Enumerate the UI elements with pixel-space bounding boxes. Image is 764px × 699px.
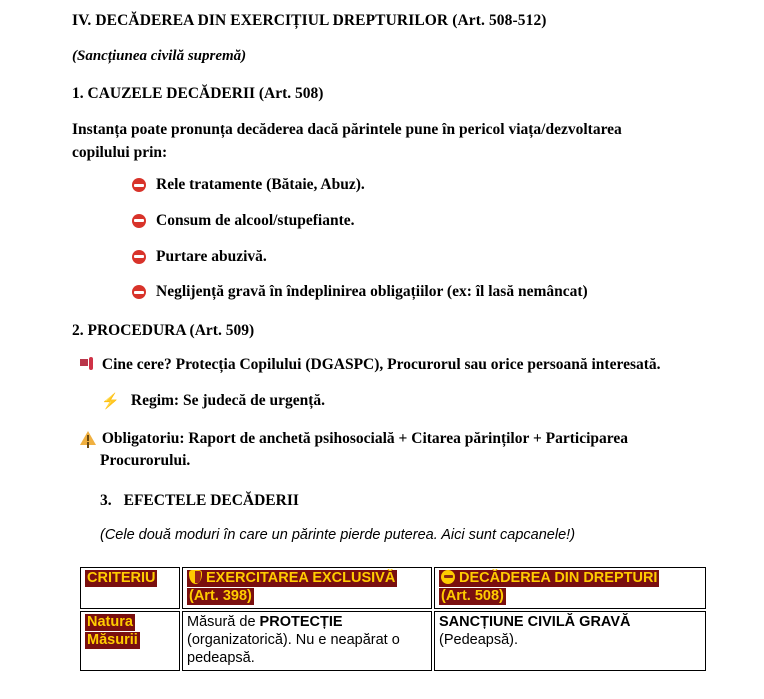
flag-icon — [80, 357, 95, 371]
cell-text-suffix: (Pedeapsă). — [439, 631, 518, 648]
shield-icon — [189, 570, 202, 584]
criterion-label: CRITERIU — [87, 569, 156, 586]
header-cell-criterion — [80, 567, 180, 609]
header-cell-decadere — [434, 567, 706, 609]
section-1-heading: 1. CAUZELE DECĂDERII (Art. 508) — [72, 85, 324, 103]
row-label-cell — [80, 611, 180, 671]
no-entry-icon — [441, 570, 455, 584]
page-subtitle: (Sancțiunea civilă supremă) — [72, 48, 247, 65]
warning-icon — [80, 431, 96, 445]
comparison-table — [78, 565, 708, 673]
no-entry-icon — [132, 285, 146, 299]
row-cell-decadere — [434, 611, 706, 671]
section-3-note: (Cele două moduri în care un părinte pierde puterea. Aici sunt capcanele!) — [100, 526, 576, 543]
list-item — [132, 212, 704, 231]
list-item-label: Consum de alcool/stupefiante. — [156, 211, 355, 229]
procedure-item-who — [72, 354, 700, 376]
header-title-exclusive-wrap — [187, 570, 397, 587]
cell-text-strong: PROTECȚIE — [259, 614, 343, 631]
page-title: IV. DECĂDEREA DIN EXERCIȚIUL DREPTURILOR (Art. 508-512) — [72, 12, 547, 29]
procedure-item-label: Regim: Se judecă de urgență. — [130, 392, 326, 410]
row-label-line1: Natura — [87, 614, 133, 631]
list-item-label: Neglijență gravă în îndeplinirea obligațiilor (ex: îl lasă nemâncat) — [156, 283, 588, 301]
row-label-line2: Măsurii — [87, 631, 138, 648]
row-cell-exclusive — [182, 611, 432, 671]
lightning-icon: ⚡ — [101, 394, 120, 411]
list-item-label: Rele tratamente (Bătaie, Abuz). — [156, 176, 365, 194]
no-entry-icon — [132, 250, 146, 264]
list-item-label: Purtare abuzivă. — [156, 247, 267, 265]
list-item — [132, 283, 704, 302]
causes-list — [72, 176, 704, 301]
header-article-decadere: (Art. 508) — [441, 587, 504, 604]
cell-text-prefix: Măsură de — [187, 614, 260, 631]
cell-text-suffix: (organizatorică). Nu e neapărat o pedeapsă. — [187, 631, 400, 666]
header-title-decadere-wrap — [439, 570, 659, 587]
no-entry-icon — [132, 214, 146, 228]
header-cell-exclusive — [182, 567, 432, 609]
header-article-exclusive: (Art. 398) — [189, 587, 252, 604]
section-3-heading — [72, 492, 704, 510]
section-1-intro: Instanța poate pronunța decăderea dacă părintele pune în pericol viața/dezvoltarea copilului prin: — [72, 121, 622, 161]
list-item — [132, 176, 704, 195]
section-3-label: EFECTELE DECĂDERII — [123, 491, 299, 509]
header-title-decadere: DECĂDEREA DIN DREPTURI — [459, 569, 658, 586]
section-3-number: 3. — [100, 491, 112, 509]
section-2-heading: 2. PROCEDURA (Art. 509) — [72, 321, 255, 339]
procedure-item-regime — [72, 390, 704, 414]
table-row — [80, 611, 706, 671]
procedure-item-label: Cine cere? Protecția Copilului (DGASPC), Procurorul sau orice persoană interesată. — [101, 355, 661, 373]
procedure-item-label: Obligatoriu: Raport de anchetă psihosocială + Citarea părinților + Participarea Procurorului. — [100, 429, 628, 470]
list-item — [132, 248, 704, 267]
header-title-exclusive: EXERCITAREA EXCLUSIVĂ — [206, 569, 396, 586]
cell-text-strong: SANCȚIUNE CIVILĂ GRAVĂ — [439, 614, 631, 631]
table-header-row — [80, 567, 706, 609]
no-entry-icon — [132, 178, 146, 192]
procedure-item-mandatory — [72, 428, 700, 473]
